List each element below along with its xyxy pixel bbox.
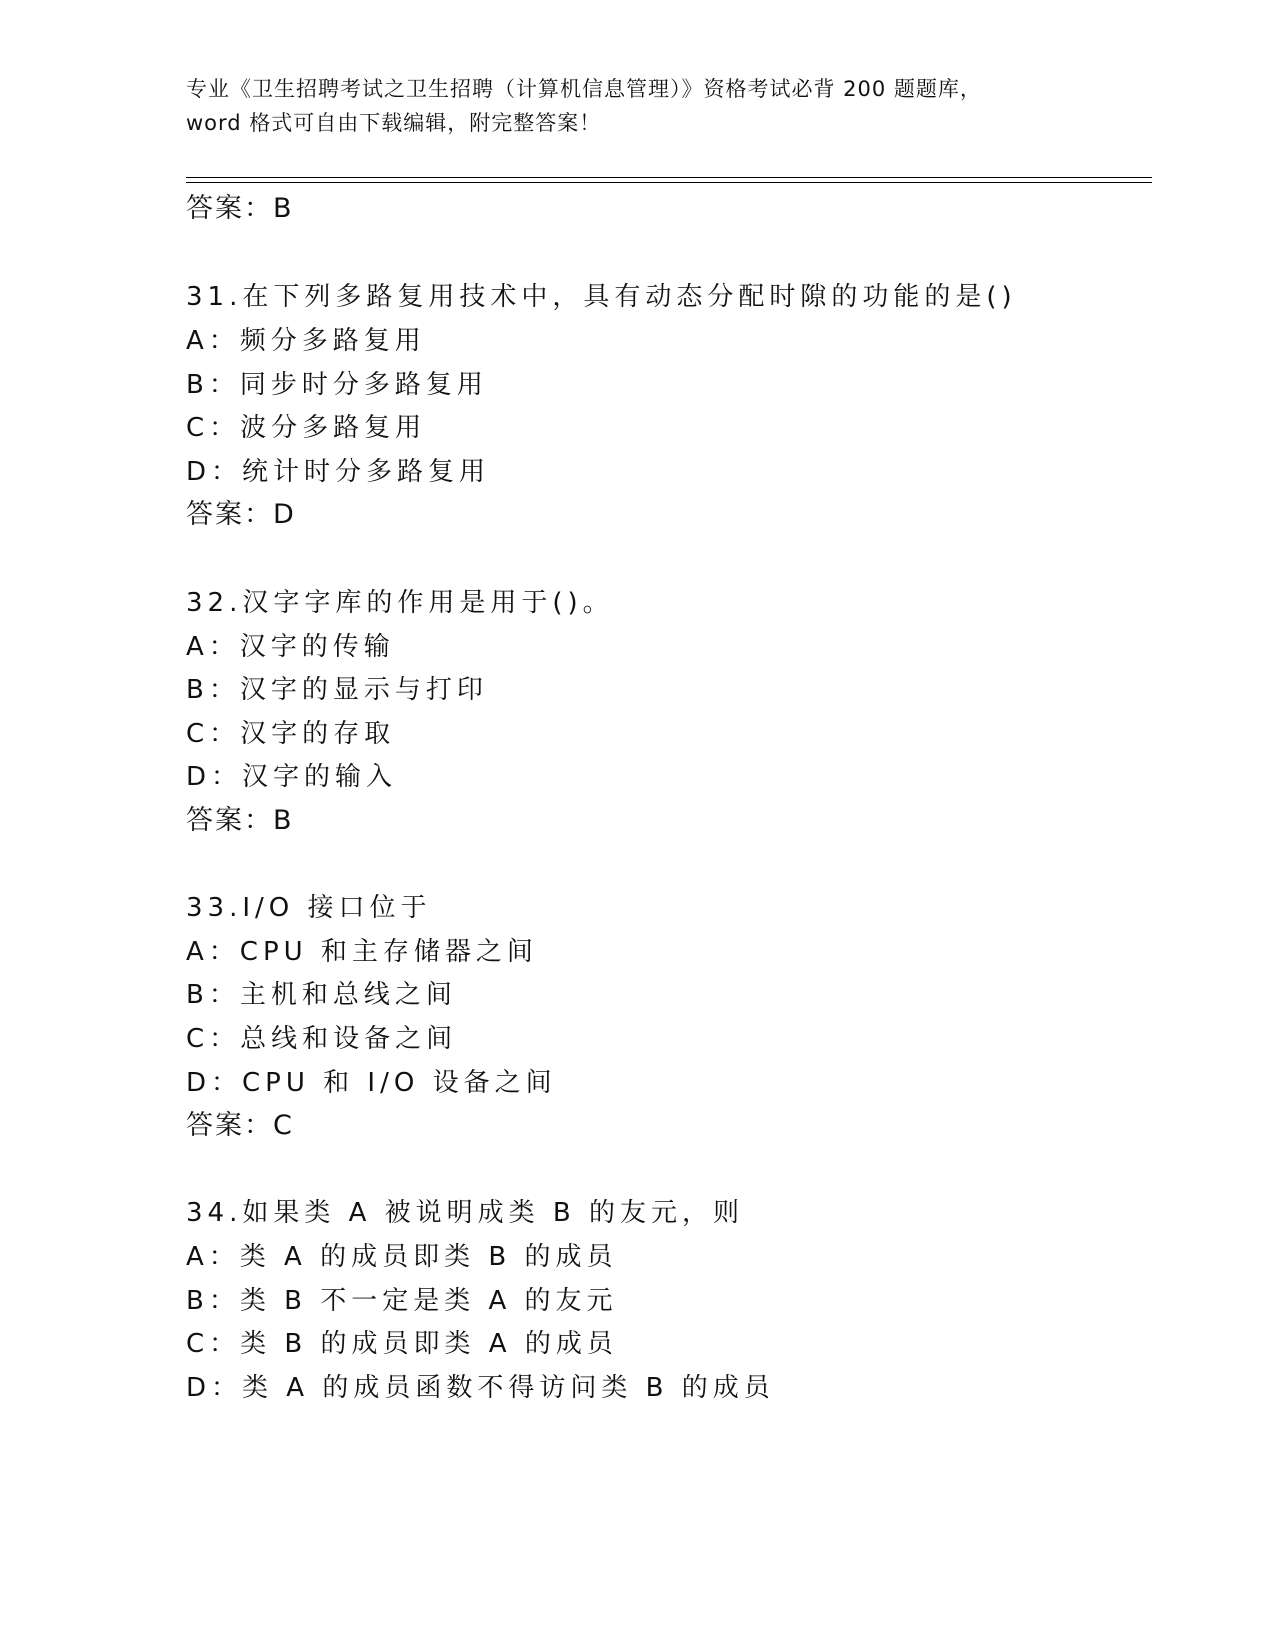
question-33-stem: 33.I/O 接口位于 bbox=[186, 893, 432, 923]
question-32-option-c: C：汉字的存取 bbox=[186, 719, 396, 749]
question-32-option-d: D：汉字的输入 bbox=[186, 762, 398, 792]
question-31-option-d: D：统计时分多路复用 bbox=[186, 457, 491, 487]
question-33-option-b: B：主机和总线之间 bbox=[186, 980, 457, 1010]
question-34-option-d: D：类 A 的成员函数不得访问类 B 的成员 bbox=[186, 1373, 775, 1403]
header-divider-bottom bbox=[186, 182, 1152, 183]
question-33-option-c: C：总线和设备之间 bbox=[186, 1024, 458, 1054]
previous-answer: 答案：B bbox=[186, 193, 294, 224]
question-31-option-c: C：波分多路复用 bbox=[186, 413, 427, 443]
question-34-option-a: A：类 A 的成员即类 B 的成员 bbox=[186, 1242, 618, 1272]
question-32-stem: 32.汉字字库的作用是用于()。 bbox=[186, 588, 614, 618]
question-34-stem: 34.如果类 A 被说明成类 B 的友元，则 bbox=[186, 1198, 745, 1228]
question-34-option-c: C：类 B 的成员即类 A 的成员 bbox=[186, 1329, 618, 1359]
document-header bbox=[186, 72, 1086, 140]
question-32-answer: 答案：B bbox=[186, 805, 294, 836]
question-33-option-d: D：CPU 和 I/O 设备之间 bbox=[186, 1068, 557, 1098]
question-32-option-b: B：汉字的显示与打印 bbox=[186, 675, 488, 705]
header-divider-top bbox=[186, 177, 1152, 178]
question-33-option-a: A：CPU 和主存储器之间 bbox=[186, 937, 538, 967]
question-31-option-a: A：频分多路复用 bbox=[186, 326, 426, 356]
question-33-answer: 答案：C bbox=[186, 1110, 294, 1141]
question-31-option-b: B：同步时分多路复用 bbox=[186, 370, 488, 400]
question-31-stem: 31.在下列多路复用技术中，具有动态分配时隙的功能的是() bbox=[186, 282, 1017, 312]
header-line-1: 专业《卫生招聘考试之卫生招聘（计算机信息管理）》资格考试必背 200 题题库， bbox=[186, 77, 982, 101]
question-32-option-a: A：汉字的传输 bbox=[186, 632, 395, 662]
question-34-option-b: B：类 B 不一定是类 A 的友元 bbox=[186, 1286, 618, 1316]
question-31-answer: 答案：D bbox=[186, 499, 296, 530]
header-line-2: word 格式可自由下载编辑，附完整答案！ bbox=[186, 111, 602, 135]
